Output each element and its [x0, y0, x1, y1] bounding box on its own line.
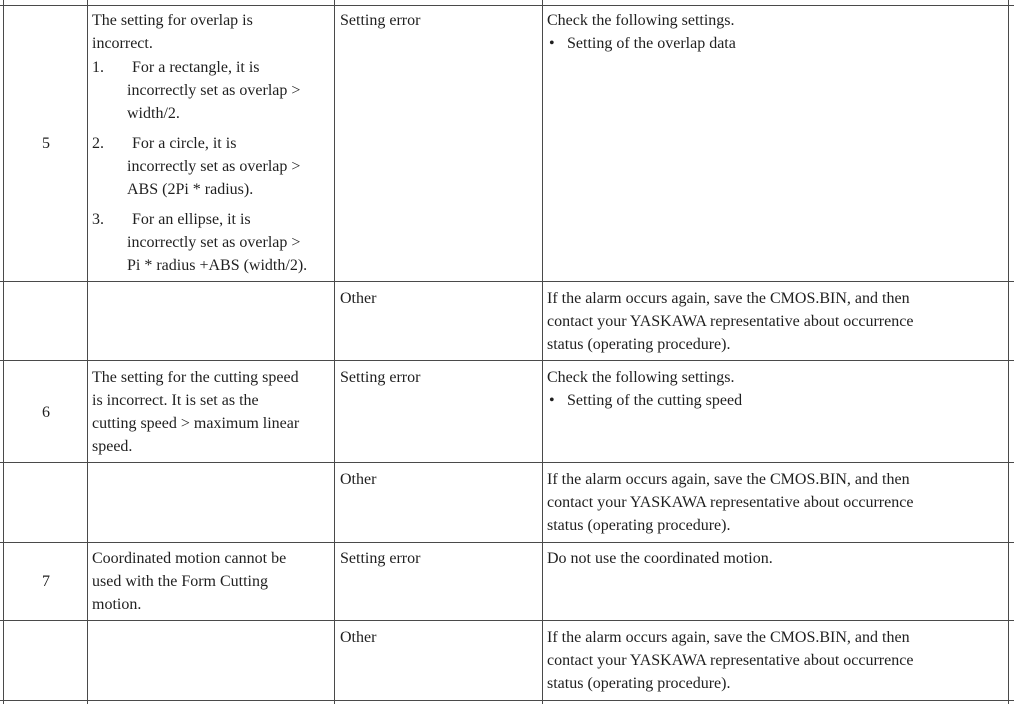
- remedy-line: contact your YASKAWA representative about occurrence: [547, 494, 914, 511]
- row-divider: [0, 281, 1014, 282]
- bullet-icon: •: [549, 35, 555, 52]
- alarm-remedy: [547, 287, 913, 356]
- description-line: is incorrect. It is set as the: [92, 392, 259, 409]
- row-divider: [0, 620, 1014, 621]
- alarm-remedy: [547, 626, 913, 695]
- list-marker: 2.: [92, 135, 104, 152]
- row-divider: [0, 462, 1014, 463]
- column-divider: [334, 0, 335, 704]
- list-marker: 1.: [92, 59, 104, 76]
- alarm-remedy: [547, 366, 735, 389]
- row-divider: [0, 700, 1014, 701]
- alarm-remedy: [547, 468, 913, 537]
- remedy-line: contact your YASKAWA representative about occurrence: [547, 313, 914, 330]
- alarm-remedy: [547, 9, 735, 32]
- remedy-line: status (operating procedure).: [547, 517, 731, 534]
- description-line: speed.: [92, 438, 133, 455]
- bullet-icon: •: [549, 392, 555, 409]
- description-line: The setting for the cutting speed: [92, 369, 299, 386]
- alarm-description: [92, 547, 286, 616]
- column-divider: [87, 0, 88, 704]
- list-line: Pi * radius +ABS (width/2).: [127, 257, 308, 274]
- column-divider: [542, 0, 543, 704]
- list-line: ABS (2Pi * radius).: [127, 181, 254, 198]
- alarm-cause: Other: [340, 290, 377, 307]
- remedy-bullet-text: Setting of the cutting speed: [567, 392, 743, 409]
- list-line: width/2.: [127, 105, 180, 122]
- alarm-number: 6: [42, 404, 50, 421]
- remedy-line: Check the following settings.: [547, 369, 735, 386]
- list-line: incorrectly set as overlap >: [127, 82, 301, 99]
- list-marker: 3.: [92, 211, 104, 228]
- description-line: motion.: [92, 596, 142, 613]
- row-divider: [0, 542, 1014, 543]
- list-line: For a rectangle, it is: [132, 59, 260, 76]
- alarm-cause: Setting error: [340, 12, 421, 29]
- list-line: For a circle, it is: [132, 135, 237, 152]
- table-border-right: [1008, 0, 1009, 704]
- description-line: incorrect.: [92, 35, 153, 52]
- description-line: The setting for overlap is: [92, 12, 253, 29]
- row-divider: [0, 5, 1014, 6]
- alarm-number: 5: [42, 135, 50, 152]
- remedy-line: contact your YASKAWA representative about occurrence: [547, 652, 914, 669]
- remedy-line: Do not use the coordinated motion.: [547, 550, 773, 567]
- alarm-cause: Other: [340, 471, 377, 488]
- alarm-description: [92, 9, 253, 55]
- description-line: Coordinated motion cannot be: [92, 550, 287, 567]
- alarm-cause: Setting error: [340, 369, 421, 386]
- remedy-line: If the alarm occurs again, save the CMOS.BIN, and then: [547, 629, 910, 646]
- remedy-line: Check the following settings.: [547, 12, 735, 29]
- row-divider: [0, 360, 1014, 361]
- list-line: incorrectly set as overlap >: [127, 234, 301, 251]
- description-line: cutting speed > maximum linear: [92, 415, 300, 432]
- list-line: incorrectly set as overlap >: [127, 158, 301, 175]
- alarm-cause: Other: [340, 629, 377, 646]
- remedy-line: status (operating procedure).: [547, 675, 731, 692]
- remedy-line: If the alarm occurs again, save the CMOS.BIN, and then: [547, 290, 910, 307]
- description-line: used with the Form Cutting: [92, 573, 268, 590]
- table-border-left: [3, 0, 4, 704]
- alarm-cause: Setting error: [340, 550, 421, 567]
- remedy-line: If the alarm occurs again, save the CMOS.BIN, and then: [547, 471, 910, 488]
- alarm-number: 7: [42, 573, 50, 590]
- alarm-remedy: [547, 547, 773, 570]
- remedy-bullet-text: Setting of the overlap data: [567, 35, 736, 52]
- alarm-description: [92, 366, 299, 458]
- list-line: For an ellipse, it is: [132, 211, 251, 228]
- remedy-line: status (operating procedure).: [547, 336, 731, 353]
